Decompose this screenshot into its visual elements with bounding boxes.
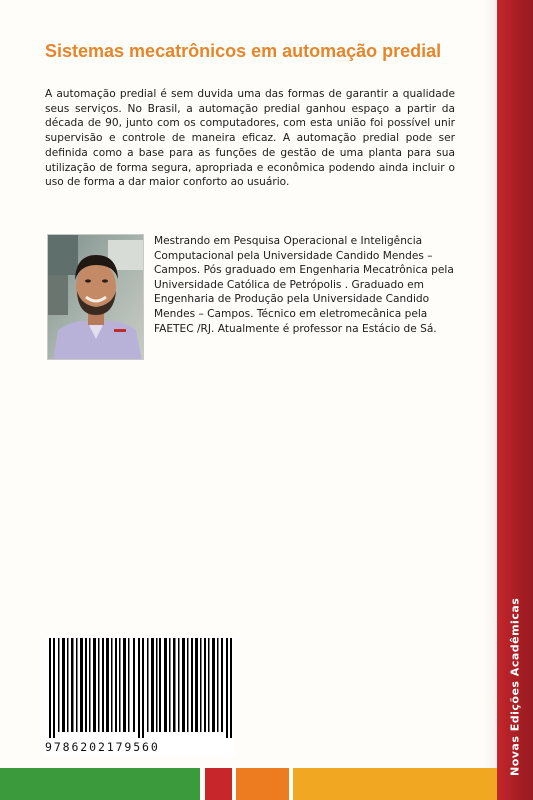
- author-photo: [47, 234, 144, 360]
- stripe-red: [205, 768, 232, 800]
- publisher-logo: Novas Edições Acadêmicas: [508, 597, 522, 777]
- spine-shadow: [483, 0, 497, 800]
- isbn-barcode: [45, 638, 235, 756]
- book-title: Sistemas mecatrônicos em automação predial: [45, 41, 442, 61]
- author-portrait-image: [48, 235, 144, 360]
- stripe-yellow: [293, 768, 497, 800]
- isbn-number: 9786202179560: [45, 740, 160, 754]
- stripe-orange: [236, 768, 289, 800]
- stripe-green: [0, 768, 200, 800]
- book-abstract: A automação predial é sem duvida uma das formas de garantir a qualidade seus serviços. No Brasil, a automação predial ganhou espaço a partir da década de 90, junto com os computadores, com esta união foi possível unir supervisão e controle de maneira eficaz. A automação predial pode ser definida como a base para as funções de gestão de uma planta para sua utilização de forma segura, apropriada e econômica podendo ainda incluir o uso de forma a dar maior conforto ao usuário.: [45, 88, 455, 189]
- barcode-bars: [49, 638, 233, 738]
- author-biography: Mestrando em Pesquisa Operacional e Inteligência Computacional pela Universidade Candido Mendes – Campos. Pós graduado em Engenharia Mecatrônica pela Universidade Católica de Petrópolis . Graduado em Engenharia de Produção pela Universidade Candido Mendes – Campos. Técnico em eletromecânica pela FAETEC /RJ. Atualmente é professor na Estácio de Sá.: [154, 235, 454, 335]
